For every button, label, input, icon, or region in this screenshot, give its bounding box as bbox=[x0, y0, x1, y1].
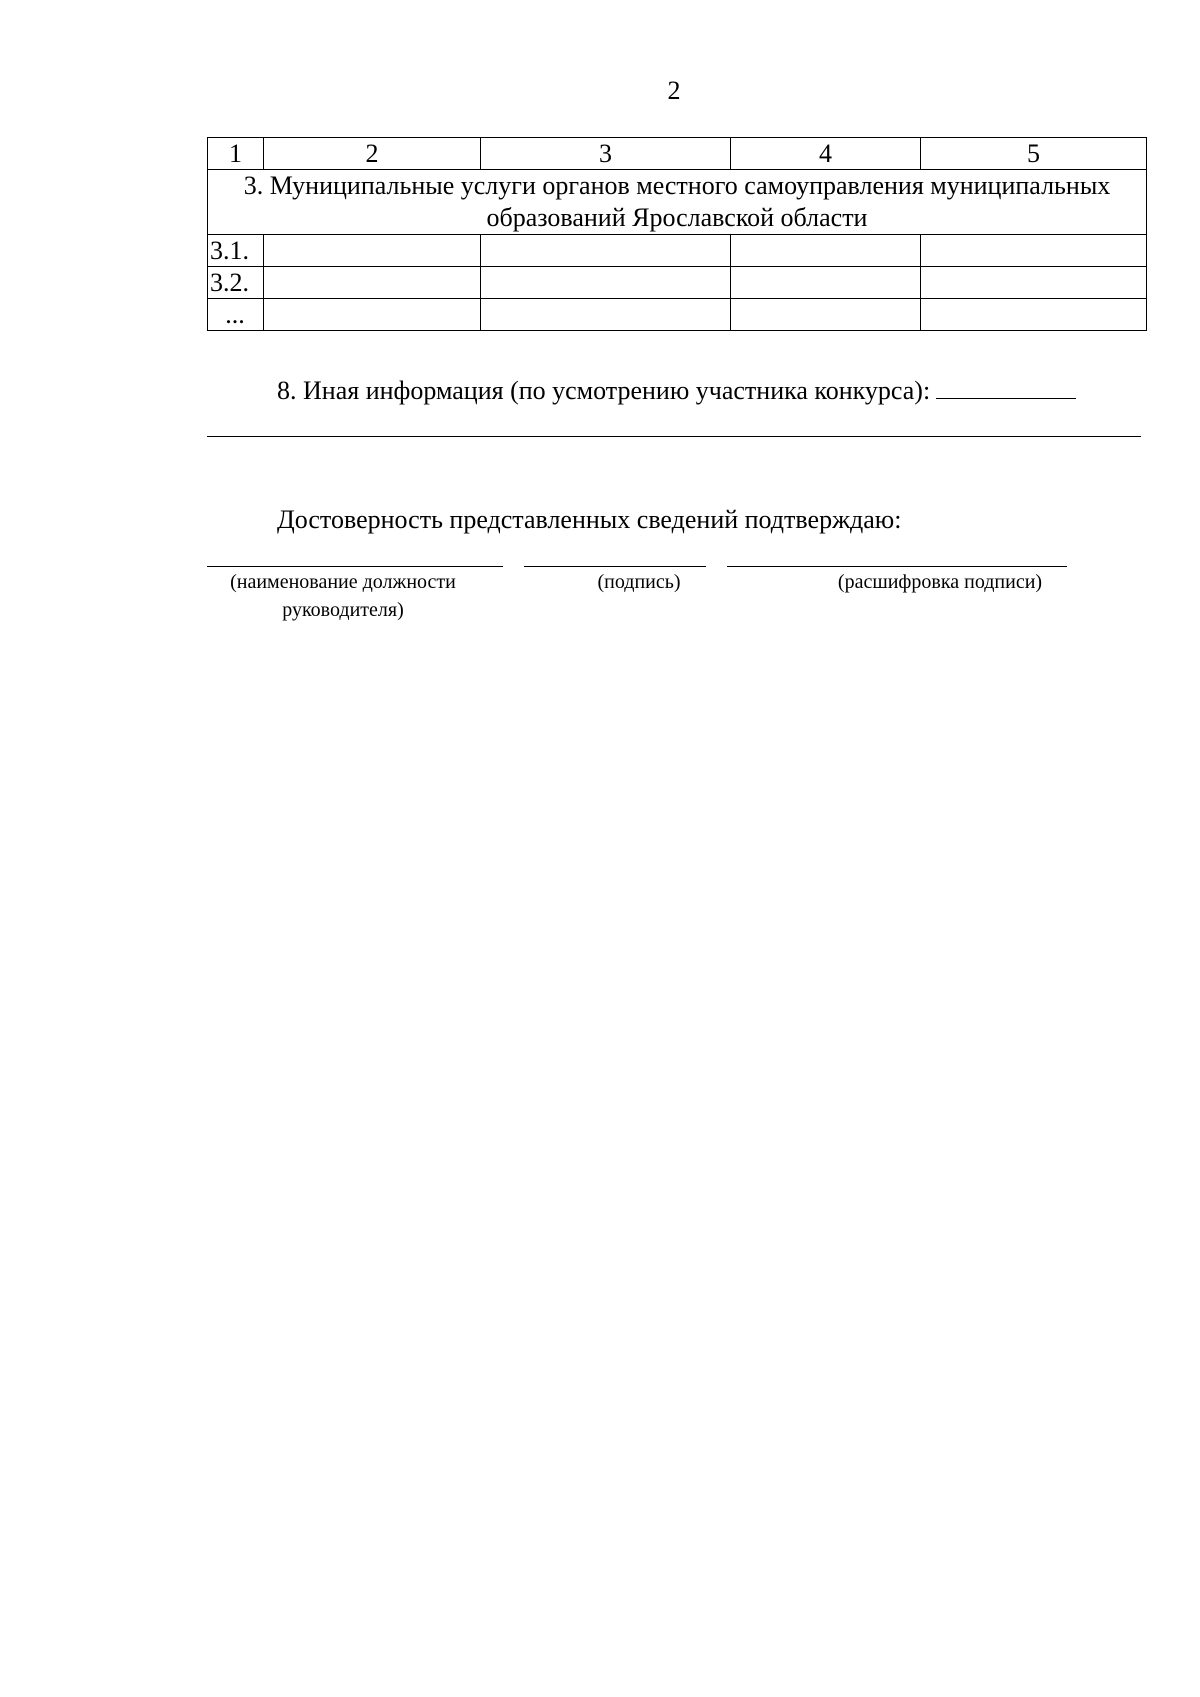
table-header-row bbox=[208, 138, 1147, 170]
position-label-line1: (наименование должности bbox=[230, 571, 456, 593]
column-number-5: 5 bbox=[921, 138, 1147, 170]
position-label-line2: руководителя) bbox=[282, 599, 404, 621]
column-number-1: 1 bbox=[208, 138, 264, 170]
row-number: 3.1. bbox=[208, 235, 264, 267]
table-cell bbox=[481, 235, 731, 267]
table-cell bbox=[264, 267, 481, 299]
table-section-row bbox=[208, 170, 1147, 235]
table-cell bbox=[481, 267, 731, 299]
page-number: 2 bbox=[667, 76, 681, 105]
table-row bbox=[208, 235, 1147, 267]
table-cell bbox=[731, 299, 921, 331]
position-signature-line bbox=[207, 566, 503, 567]
section-title: 3. Муниципальные услуги органов местного самоуправления муниципальных образований Ярославской области bbox=[208, 170, 1147, 235]
other-info-blank-line bbox=[936, 372, 1076, 399]
table-cell bbox=[264, 235, 481, 267]
table-row bbox=[208, 299, 1147, 331]
signature-line bbox=[524, 566, 706, 567]
position-label bbox=[207, 568, 479, 624]
confirmation-text: Достоверность представленных сведений подтверждаю: bbox=[277, 505, 902, 534]
table-cell bbox=[921, 267, 1147, 299]
other-info-section bbox=[277, 372, 1076, 408]
table-cell bbox=[731, 267, 921, 299]
other-info-label: 8. Иная информация (по усмотрению участника конкурса): bbox=[277, 376, 931, 405]
table-cell bbox=[921, 235, 1147, 267]
table-cell bbox=[481, 299, 731, 331]
services-table bbox=[207, 137, 1147, 331]
signature-label: (подпись) bbox=[597, 571, 681, 593]
signature-decode-label: (расшифровка подписи) bbox=[837, 571, 1043, 593]
column-number-4: 4 bbox=[731, 138, 921, 170]
table-cell bbox=[731, 235, 921, 267]
other-info-full-line bbox=[207, 436, 1141, 437]
table-row bbox=[208, 267, 1147, 299]
table-cell bbox=[264, 299, 481, 331]
column-number-3: 3 bbox=[481, 138, 731, 170]
table-cell bbox=[921, 299, 1147, 331]
row-number: ... bbox=[208, 299, 264, 331]
column-number-2: 2 bbox=[264, 138, 481, 170]
row-number: 3.2. bbox=[208, 267, 264, 299]
signature-decode-line bbox=[727, 566, 1067, 567]
